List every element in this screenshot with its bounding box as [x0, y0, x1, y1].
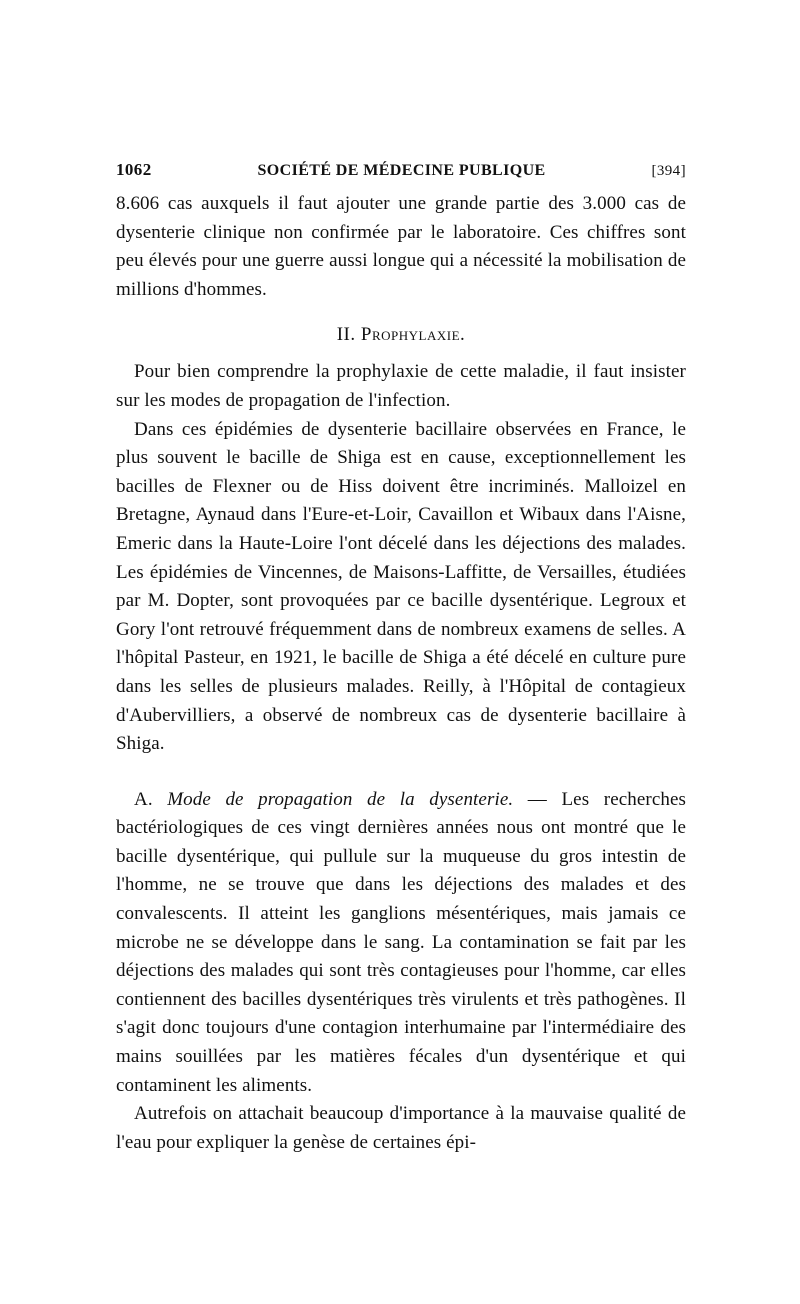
document-page	[116, 160, 686, 1157]
subsection-dash: —	[527, 788, 547, 810]
paragraph-water: Autrefois on attachait beaucoup d'importance à la mauvaise qualité de l'eau pour expliquer la genèse de certaines épi-	[116, 1103, 686, 1153]
section-numeral: II.	[336, 324, 356, 346]
subsection-heading: Mode de propagation de la dysenterie.	[167, 788, 514, 810]
page-number: 1062	[116, 160, 152, 179]
bracket-number: [394]	[651, 163, 686, 179]
running-title: SOCIÉTÉ DE MÉDECINE PUBLIQUE	[257, 162, 546, 179]
paragraph-propagation	[116, 786, 686, 1101]
subsection-body: Les recherches bactériologiques de ces vingt dernières années nous ont montré que le bacille dysentérique, qui pullule sur la muqueuse du gros intestin de l'homme, ne se trouve que dans les déjections des malades et des convalescents. Il atteint les ganglions mésentériques, mais jamais ce microbe ne se développe dans le sang. La contamination se fait par les déjections des malades qui sont très contagieuses pour l'homme, car elles contiennent des bacilles dysentériques très virulents et très pathogènes. Il s'agit donc toujours d'une contagion interhumaine par l'intermédiaire des mains souillées par les matières fécales d'un dysentérique et qui contaminent les aliments.	[116, 788, 686, 1096]
running-header	[116, 160, 686, 180]
subsection-label: A.	[134, 788, 153, 810]
section-heading	[116, 324, 686, 346]
paragraph-statistics: 8.606 cas auxquels il faut ajouter une grande partie des 3.000 cas de dysenterie clinique non confirmée par le laboratoire. Ces chiffres sont peu élevés pour une guerre aussi longue qui a nécessité la mobilisation de millions d'hommes.	[116, 193, 686, 300]
paragraph-gap	[116, 759, 686, 786]
section-title: Prophylaxie.	[360, 324, 466, 346]
paragraph-epidemics: Dans ces épidémies de dysenterie bacillaire observées en France, le plus souvent le bacille de Shiga est en cause, exceptionnellement les bacilles de Flexner ou de Hiss doivent être incriminés. Malloizel en Bretagne, Aynaud dans l'Eure-et-Loir, Cavaillon et Wibaux dans l'Aisne, Emeric dans la Haute-Loire l'ont décelé dans les déjections des malades. Les épidémies de Vincennes, de Maisons-Laffitte, de Versailles, étudiées par M. Dopter, sont provoquées par ce bacille dysentérique. Legroux et Gory l'ont retrouvé fréquemment dans de nombreux examens de selles. A l'hôpital Pasteur, en 1921, le bacille de Shiga a été décelé en culture pure dans les selles de plusieurs malades. Reilly, à l'Hôpital de contagieux d'Aubervilliers, a observé de nombreux cas de dysenterie bacillaire à Shiga.	[116, 418, 686, 755]
paragraph-intro: Pour bien comprendre la prophylaxie de cette maladie, il faut insister sur les modes de propagation de l'infection.	[116, 361, 686, 411]
